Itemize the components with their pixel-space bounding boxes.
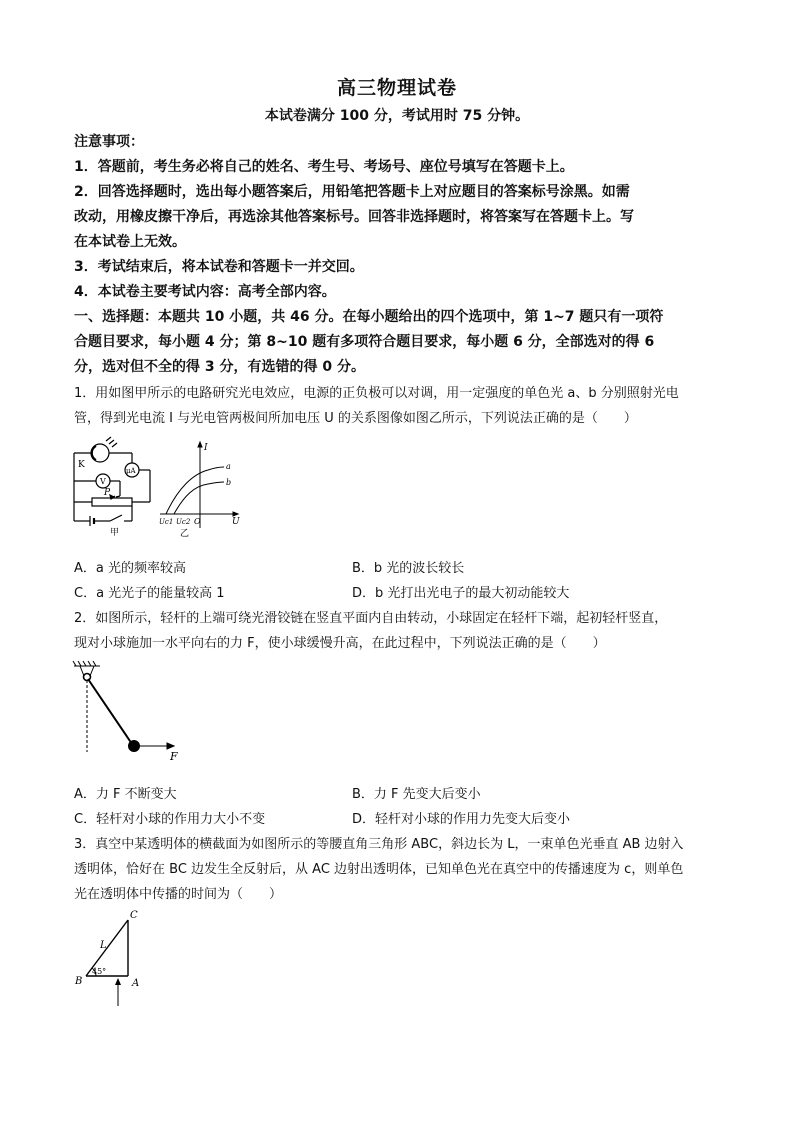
label-jia: 甲 xyxy=(110,528,120,536)
q2-option-b[interactable]: B．力 F 先变大后变小 xyxy=(352,787,481,802)
notice-item: 1．答题前，考生务必将自己的姓名、考生号、考场号、座位号填写在答题卡上。 xyxy=(74,159,574,175)
label-Uc2: Uc2 xyxy=(176,518,191,526)
section-instruction: 一、选择题：本题共 10 小题，共 46 分。在每小题给出的四个选项中，第 1~7 题只有一项符 xyxy=(74,309,664,325)
notice-heading: 注意事项： xyxy=(74,134,144,150)
label-angle: 45° xyxy=(92,967,107,976)
section-instruction: 合题目要求，每小题 4 分；第 8~10 题有多项符合题目要求，每小题 6 分，全部选对的得 6 xyxy=(74,334,655,350)
label-K: K xyxy=(78,460,85,470)
q2-option-d[interactable]: D．轻杆对小球的作用力先变大后变小 xyxy=(352,812,571,827)
label-I: I xyxy=(204,443,208,453)
notice-item: 4．本试卷主要考试内容：高考全部内容。 xyxy=(74,284,336,300)
q1-circuit-diagram xyxy=(70,436,160,536)
label-curve-b: b xyxy=(226,478,232,487)
q1-option-d[interactable]: D．b 光打出光电子的最大初动能较大 xyxy=(352,586,570,601)
q2-option-a[interactable]: A．力 F 不断变大 xyxy=(74,787,177,802)
q3-stem: 透明体，恰好在 BC 边发生全反射后，从 AC 边射出透明体，已知单色光在真空中的传播速度为 c，则单色 xyxy=(74,862,684,877)
label-microammeter: μA xyxy=(126,467,136,475)
q1-option-b[interactable]: B．b 光的波长较长 xyxy=(352,561,465,576)
notice-item: 在本试卷上无效。 xyxy=(74,234,186,250)
page-title: 高三物理试卷 xyxy=(336,77,457,99)
q2-stem: 2．如图所示，轻杆的上端可绕光滑铰链在竖直平面内自由转动，小球固定在轻杆下端，起初轻杆竖直， xyxy=(74,611,668,626)
label-vertex-A: A xyxy=(132,978,140,989)
q3-triangle-diagram xyxy=(72,906,162,1022)
q3-stem: 光在透明体中传播的时间为（ ） xyxy=(74,887,283,902)
label-vertex-C: C xyxy=(130,910,138,921)
label-vertex-B: B xyxy=(75,976,83,987)
label-yi: 乙 xyxy=(180,529,190,538)
label-P: P xyxy=(104,488,111,498)
label-O: O xyxy=(194,517,201,526)
notice-item: 2．回答选择题时，选出每小题答案后，用铅笔把答题卡上对应题目的答案标号涂黑。如需 xyxy=(74,184,630,200)
label-side-L: L xyxy=(100,940,107,951)
q1-stem: 1．用如图甲所示的电路研究光电效应，电源的正负极可以对调，用一定强度的单色光 a、b 分别照射光电 xyxy=(74,386,679,401)
q1-iu-graph xyxy=(158,438,248,538)
q2-stem: 现对小球施加一水平向右的力 F，使小球缓慢升高，在此过程中，下列说法正确的是（ ） xyxy=(74,636,606,651)
section-instruction: 分，选对但不全的得 3 分，有选错的得 0 分。 xyxy=(74,359,365,375)
notice-item: 改动，用橡皮擦干净后，再选涂其他答案标号。回答非选择题时，将答案写在答题卡上。写 xyxy=(74,209,634,225)
q1-stem: 管，得到光电流 I 与光电管两极间所加电压 U 的关系图像如图乙所示，下列说法正确的是（ ） xyxy=(74,411,637,426)
q1-option-c[interactable]: C．a 光光子的能量较高 1 xyxy=(74,586,225,601)
label-Uc1: Uc1 xyxy=(159,518,174,526)
label-F: F xyxy=(170,750,178,763)
label-V: V xyxy=(100,477,106,486)
q2-option-c[interactable]: C．轻杆对小球的作用力大小不变 xyxy=(74,812,266,827)
q1-option-a[interactable]: A．a 光的频率较高 xyxy=(74,561,186,576)
notice-item: 3．考试结束后，将本试卷和答题卡一并交回。 xyxy=(74,259,364,275)
q2-rod-diagram xyxy=(70,660,190,770)
exam-subtitle: 本试卷满分 100 分，考试用时 75 分钟。 xyxy=(264,108,530,124)
label-U: U xyxy=(232,517,240,527)
label-curve-a: a xyxy=(226,462,231,471)
q3-stem: 3．真空中某透明体的横截面为如图所示的等腰直角三角形 ABC，斜边长为 L，一束单色光垂直 AB 边射入 xyxy=(74,837,684,852)
